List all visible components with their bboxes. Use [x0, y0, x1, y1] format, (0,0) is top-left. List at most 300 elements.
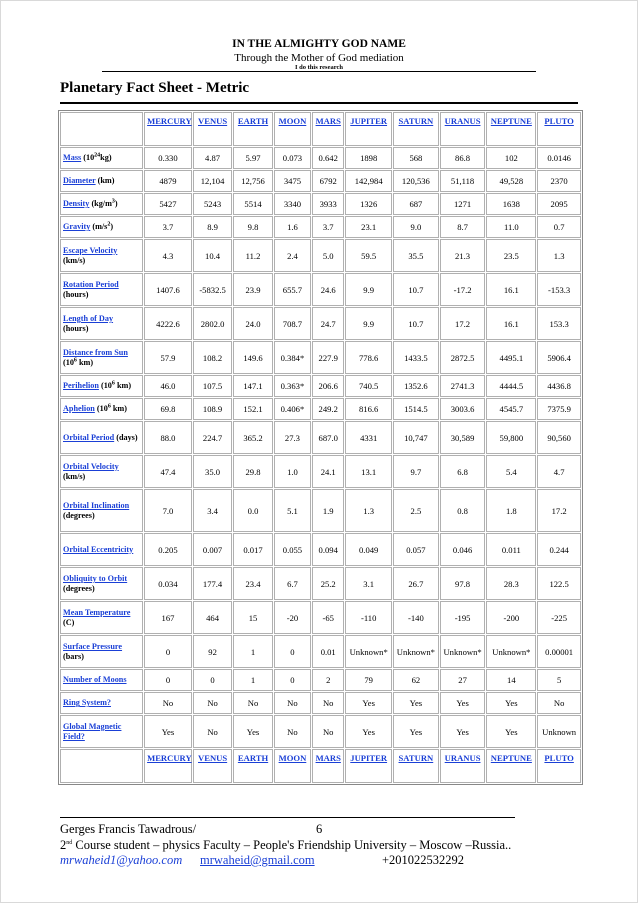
value-cell: 29.8	[233, 455, 272, 488]
planet-header-pluto[interactable]: PLUTO	[537, 112, 581, 146]
value-cell: 59.5	[345, 239, 392, 272]
value-cell: 23.1	[345, 216, 392, 238]
value-cell: -153.3	[537, 273, 581, 306]
footer-contacts	[60, 853, 465, 868]
value-cell: 3003.6	[440, 398, 486, 420]
value-cell: 24.0	[233, 307, 272, 340]
value-cell: 16.1	[486, 273, 536, 306]
value-cell: 92	[193, 635, 232, 668]
row-label-unit: ($10^6$ km)	[63, 356, 94, 367]
value-cell: 9.8	[233, 216, 272, 238]
value-cell: 28.3	[486, 567, 536, 600]
value-cell: 0.017	[233, 533, 272, 566]
value-cell: 0.01	[312, 635, 344, 668]
row-label-link[interactable]: Length of Day	[63, 313, 114, 323]
value-cell: 5514	[233, 193, 272, 215]
planet-header-moon[interactable]: MOON	[274, 749, 311, 783]
row-label	[60, 567, 143, 600]
value-cell: 1.6	[274, 216, 311, 238]
row-label-unit: ($10^6$ km)	[94, 403, 127, 414]
planet-header-mars[interactable]: MARS	[312, 112, 344, 146]
value-cell: 655.7	[274, 273, 311, 306]
table-row	[60, 193, 581, 215]
footer-rule	[60, 817, 515, 818]
header-corner-cell	[60, 112, 143, 146]
planet-header-mars[interactable]: MARS	[312, 749, 344, 783]
value-cell: 1514.5	[393, 398, 439, 420]
table-row	[60, 307, 581, 340]
value-cell: 0.007	[193, 533, 232, 566]
value-cell: 6.7	[274, 567, 311, 600]
footer-phone: +201022532292	[382, 853, 465, 867]
row-label	[60, 170, 143, 192]
page-number: 6	[316, 822, 323, 836]
value-cell: 23.5	[486, 239, 536, 272]
row-label	[60, 193, 143, 215]
row-label-link[interactable]: Orbital Inclination	[63, 500, 130, 510]
value-cell: Yes	[345, 692, 392, 714]
value-cell: 4444.5	[486, 375, 536, 397]
value-cell: 24.7	[312, 307, 344, 340]
value-cell: -65	[312, 601, 344, 634]
value-cell: 1.3	[345, 489, 392, 532]
value-cell: 4.3	[144, 239, 192, 272]
planet-header-row-bottom	[60, 749, 581, 783]
value-cell: 16.1	[486, 307, 536, 340]
value-cell: 108.2	[193, 341, 232, 374]
value-cell: 46.0	[144, 375, 192, 397]
value-cell: 3933	[312, 193, 344, 215]
value-cell: 4545.7	[486, 398, 536, 420]
value-cell: 0	[144, 669, 192, 691]
row-label-link[interactable]: Global Magnetic Field?	[63, 721, 122, 741]
value-cell: 0	[193, 669, 232, 691]
value-cell: 6.8	[440, 455, 486, 488]
value-cell: 5	[537, 669, 581, 691]
value-cell: Unknown*	[393, 635, 439, 668]
value-cell: 5.1	[274, 489, 311, 532]
value-cell: Yes	[345, 715, 392, 748]
row-label-link[interactable]: Ring System?	[63, 698, 111, 708]
planet-header-venus[interactable]: VENUS	[193, 749, 232, 783]
table-row	[60, 398, 581, 420]
value-cell: 47.4	[144, 455, 192, 488]
planet-header-uranus[interactable]: URANUS	[440, 749, 486, 783]
value-cell: 4331	[345, 421, 392, 454]
table-row	[60, 147, 581, 169]
value-cell: 0.330	[144, 147, 192, 169]
value-cell: 0	[274, 635, 311, 668]
value-cell: 464	[193, 601, 232, 634]
page-title: Planetary Fact Sheet - Metric	[60, 80, 250, 96]
value-cell: 1.3	[537, 239, 581, 272]
row-label-link[interactable]: Mean Temperature	[63, 607, 131, 617]
value-cell: 10,747	[393, 421, 439, 454]
value-cell: -5832.5	[193, 273, 232, 306]
row-label	[60, 341, 143, 374]
row-label-unit: (km)	[95, 176, 115, 186]
value-cell: No	[193, 692, 232, 714]
value-cell: Unknown*	[440, 635, 486, 668]
value-cell: 5427	[144, 193, 192, 215]
value-cell: 3.7	[144, 216, 192, 238]
value-cell: No	[312, 692, 344, 714]
value-cell: 0.384*	[274, 341, 311, 374]
value-cell: 568	[393, 147, 439, 169]
row-label	[60, 375, 143, 397]
row-label-link[interactable]: Diameter	[63, 176, 96, 186]
value-cell: 69.8	[144, 398, 192, 420]
value-cell: 11.2	[233, 239, 272, 272]
row-label-unit: $(m/s^2)$	[90, 221, 114, 232]
email-link-gmail[interactable]: mrwaheid@gmail.com	[200, 853, 315, 867]
value-cell: 24.6	[312, 273, 344, 306]
value-cell: -200	[486, 601, 536, 634]
value-cell: No	[537, 692, 581, 714]
value-cell: 4222.6	[144, 307, 192, 340]
header-corner-cell	[60, 749, 143, 783]
value-cell: 62	[393, 669, 439, 691]
value-cell: 3.4	[193, 489, 232, 532]
planet-header-venus[interactable]: VENUS	[193, 112, 232, 146]
title-rule	[60, 102, 578, 104]
value-cell: 2	[312, 669, 344, 691]
value-cell: 1.9	[312, 489, 344, 532]
value-cell: 687	[393, 193, 439, 215]
value-cell: 740.5	[345, 375, 392, 397]
table-row	[60, 692, 581, 714]
row-label-link[interactable]: Orbital Eccentricity	[63, 544, 134, 554]
value-cell: 0.642	[312, 147, 344, 169]
value-cell: 249.2	[312, 398, 344, 420]
value-cell: 708.7	[274, 307, 311, 340]
value-cell: Yes	[233, 715, 272, 748]
table-row	[60, 669, 581, 691]
header-rule	[102, 71, 536, 72]
value-cell: 51,118	[440, 170, 486, 192]
value-cell: 224.7	[193, 421, 232, 454]
row-label	[60, 533, 143, 566]
planet-header-pluto[interactable]: PLUTO	[537, 749, 581, 783]
row-label-link[interactable]: Density	[63, 199, 90, 209]
row-label-unit: (km/s)	[63, 471, 86, 481]
row-label	[60, 601, 143, 634]
value-cell: 3.1	[345, 567, 392, 600]
value-cell: 0.205	[144, 533, 192, 566]
value-cell: Yes	[393, 692, 439, 714]
row-label-unit: (km/s)	[63, 255, 86, 265]
value-cell: Yes	[486, 715, 536, 748]
row-label-unit: (days)	[114, 432, 138, 442]
row-label-link[interactable]: Surface Pressure	[63, 641, 123, 651]
value-cell: 122.5	[537, 567, 581, 600]
row-label-link[interactable]: Mass	[63, 153, 82, 163]
value-cell: Yes	[440, 692, 486, 714]
email-link-yahoo[interactable]: mrwaheid1@yahoo.com	[60, 853, 183, 867]
value-cell: 0.363*	[274, 375, 311, 397]
value-cell: 152.1	[233, 398, 272, 420]
row-label	[60, 273, 143, 306]
value-cell: 1326	[345, 193, 392, 215]
planet-header-mercury[interactable]: MERCURY	[144, 112, 192, 146]
row-label-link[interactable]: Rotation Period	[63, 279, 119, 289]
value-cell: 12,756	[233, 170, 272, 192]
value-cell: 4879	[144, 170, 192, 192]
value-cell: 4.7	[537, 455, 581, 488]
value-cell: 21.3	[440, 239, 486, 272]
value-cell: 2872.5	[440, 341, 486, 374]
value-cell: 2741.3	[440, 375, 486, 397]
value-cell: 0.094	[312, 533, 344, 566]
value-cell: No	[233, 692, 272, 714]
planet-header-moon[interactable]: MOON	[274, 112, 311, 146]
table-row	[60, 421, 581, 454]
value-cell: 2095	[537, 193, 581, 215]
value-cell: 7.0	[144, 489, 192, 532]
value-cell: 0.00001	[537, 635, 581, 668]
value-cell: 177.4	[193, 567, 232, 600]
table-row	[60, 455, 581, 488]
row-label	[60, 147, 143, 169]
value-cell: -110	[345, 601, 392, 634]
value-cell: 0.055	[274, 533, 311, 566]
value-cell: 0.244	[537, 533, 581, 566]
value-cell: 142,984	[345, 170, 392, 192]
value-cell: No	[144, 692, 192, 714]
footer-affiliation: 2nd Course student – physics Faculty – People's Friendship University – Moscow –Russia..	[60, 838, 512, 852]
value-cell: Unknown	[537, 715, 581, 748]
value-cell: 147.1	[233, 375, 272, 397]
value-cell: -195	[440, 601, 486, 634]
value-cell: 6792	[312, 170, 344, 192]
value-cell: 23.9	[233, 273, 272, 306]
value-cell: Unknown*	[486, 635, 536, 668]
value-cell: 26.7	[393, 567, 439, 600]
value-cell: 8.7	[440, 216, 486, 238]
value-cell: 365.2	[233, 421, 272, 454]
value-cell: 0.034	[144, 567, 192, 600]
value-cell: 0.011	[486, 533, 536, 566]
value-cell: 108.9	[193, 398, 232, 420]
row-label	[60, 216, 143, 238]
planet-header-neptune[interactable]: NEPTUNE	[486, 749, 536, 783]
value-cell: 1.0	[274, 455, 311, 488]
value-cell: 2370	[537, 170, 581, 192]
value-cell: Yes	[393, 715, 439, 748]
value-cell: 107.5	[193, 375, 232, 397]
row-label-unit: (hours)	[63, 323, 89, 333]
value-cell: 97.8	[440, 567, 486, 600]
value-cell: 57.9	[144, 341, 192, 374]
value-cell: 30,589	[440, 421, 486, 454]
value-cell: 149.6	[233, 341, 272, 374]
value-cell: 120,536	[393, 170, 439, 192]
value-cell: 1352.6	[393, 375, 439, 397]
table-row	[60, 715, 581, 748]
value-cell: Yes	[144, 715, 192, 748]
table-row	[60, 375, 581, 397]
value-cell: 0.7	[537, 216, 581, 238]
value-cell: 8.9	[193, 216, 232, 238]
value-cell: -225	[537, 601, 581, 634]
value-cell: 778.6	[345, 341, 392, 374]
value-cell: 3.7	[312, 216, 344, 238]
value-cell: 5.97	[233, 147, 272, 169]
value-cell: 9.9	[345, 307, 392, 340]
value-cell: 17.2	[537, 489, 581, 532]
value-cell: No	[274, 692, 311, 714]
table-row	[60, 533, 581, 566]
value-cell: 24.1	[312, 455, 344, 488]
value-cell: 102	[486, 147, 536, 169]
row-label-link[interactable]: Escape Velocity	[63, 245, 118, 255]
value-cell: 90,560	[537, 421, 581, 454]
row-label	[60, 421, 143, 454]
value-cell: 2802.0	[193, 307, 232, 340]
row-label-link[interactable]: Distance from Sun	[63, 347, 128, 357]
row-label-link[interactable]: Obliquity to Orbit	[63, 573, 128, 583]
planet-header-saturn[interactable]: SATURN	[393, 749, 439, 783]
value-cell: 15	[233, 601, 272, 634]
value-cell: 17.2	[440, 307, 486, 340]
planet-header-earth[interactable]: EARTH	[233, 112, 272, 146]
value-cell: Yes	[440, 715, 486, 748]
value-cell: 1	[233, 669, 272, 691]
value-cell: 2.4	[274, 239, 311, 272]
value-cell: 23.4	[233, 567, 272, 600]
value-cell: 7375.9	[537, 398, 581, 420]
row-label-link[interactable]: Aphelion	[63, 404, 95, 414]
planet-header-jupiter[interactable]: JUPITER	[345, 749, 392, 783]
value-cell: 153.3	[537, 307, 581, 340]
header-line-3: I do this research	[295, 64, 343, 71]
header-line-2: Through the Mother of God mediation	[234, 52, 404, 64]
value-cell: 2.5	[393, 489, 439, 532]
table-row	[60, 341, 581, 374]
value-cell: 13.1	[345, 455, 392, 488]
value-cell: 10.7	[393, 273, 439, 306]
value-cell: 35.5	[393, 239, 439, 272]
row-label-link[interactable]: Perihelion	[63, 381, 99, 391]
table-row	[60, 489, 581, 532]
planet-header-jupiter[interactable]: JUPITER	[345, 112, 392, 146]
row-label-link[interactable]: Gravity	[63, 222, 91, 232]
value-cell: 0	[144, 635, 192, 668]
value-cell: 0.046	[440, 533, 486, 566]
row-label-unit: $(10^{24}kg)$	[81, 152, 112, 163]
row-label	[60, 489, 143, 532]
planet-header-row-top	[60, 112, 581, 146]
planetary-fact-table	[58, 110, 583, 785]
value-cell: Yes	[486, 692, 536, 714]
value-cell: 27.3	[274, 421, 311, 454]
table-row	[60, 239, 581, 272]
row-label	[60, 455, 143, 488]
row-label-link[interactable]: Orbital Velocity	[63, 461, 119, 471]
value-cell: 167	[144, 601, 192, 634]
value-cell: No	[193, 715, 232, 748]
row-label-unit: (bars)	[63, 651, 84, 661]
value-cell: 10.4	[193, 239, 232, 272]
value-cell: 14	[486, 669, 536, 691]
planet-header-saturn[interactable]: SATURN	[393, 112, 439, 146]
footer-author: Gerges Francis Tawadrous/	[60, 822, 197, 836]
planet-header-mercury[interactable]: MERCURY	[144, 749, 192, 783]
value-cell: Unknown*	[345, 635, 392, 668]
value-cell: 0.0146	[537, 147, 581, 169]
value-cell: 9.0	[393, 216, 439, 238]
value-cell: 687.0	[312, 421, 344, 454]
value-cell: 227.9	[312, 341, 344, 374]
value-cell: 1271	[440, 193, 486, 215]
value-cell: 5906.4	[537, 341, 581, 374]
value-cell: 9.9	[345, 273, 392, 306]
table-row	[60, 273, 581, 306]
row-label-link[interactable]: Number of Moons	[63, 675, 127, 685]
value-cell: 206.6	[312, 375, 344, 397]
value-cell: 0.049	[345, 533, 392, 566]
value-cell: 1898	[345, 147, 392, 169]
value-cell: 4436.8	[537, 375, 581, 397]
value-cell: 79	[345, 669, 392, 691]
value-cell: 816.6	[345, 398, 392, 420]
value-cell: 12,104	[193, 170, 232, 192]
table-row	[60, 216, 581, 238]
value-cell: 5.4	[486, 455, 536, 488]
value-cell: 25.2	[312, 567, 344, 600]
row-label-unit: (degrees)	[63, 583, 95, 593]
row-label	[60, 307, 143, 340]
value-cell: 0	[274, 669, 311, 691]
value-cell: No	[312, 715, 344, 748]
row-label	[60, 692, 143, 714]
row-label-unit: $(kg/m^3)$	[89, 198, 118, 209]
value-cell: 4495.1	[486, 341, 536, 374]
value-cell: 10.7	[393, 307, 439, 340]
value-cell: 0.057	[393, 533, 439, 566]
value-cell: 9.7	[393, 455, 439, 488]
value-cell: 35.0	[193, 455, 232, 488]
value-cell: 1407.6	[144, 273, 192, 306]
value-cell: -140	[393, 601, 439, 634]
header-line-1: IN THE ALMIGHTY GOD NAME	[232, 38, 406, 50]
value-cell: 0.406*	[274, 398, 311, 420]
row-label	[60, 635, 143, 668]
row-label	[60, 715, 143, 748]
value-cell: -17.2	[440, 273, 486, 306]
value-cell: 0.8	[440, 489, 486, 532]
row-label-link[interactable]: Orbital Period	[63, 432, 115, 442]
value-cell: 4.87	[193, 147, 232, 169]
planet-header-neptune[interactable]: NEPTUNE	[486, 112, 536, 146]
row-label-unit: (C)	[63, 617, 75, 627]
row-label-unit: (hours)	[63, 289, 89, 299]
row-label	[60, 669, 143, 691]
table-row	[60, 567, 581, 600]
planet-header-earth[interactable]: EARTH	[233, 749, 272, 783]
value-cell: 86.8	[440, 147, 486, 169]
value-cell: 0.073	[274, 147, 311, 169]
table-row	[60, 601, 581, 634]
value-cell: 3475	[274, 170, 311, 192]
row-label	[60, 398, 143, 420]
table-row	[60, 170, 581, 192]
value-cell: -20	[274, 601, 311, 634]
value-cell: 5243	[193, 193, 232, 215]
value-cell: 11.0	[486, 216, 536, 238]
value-cell: 0.0	[233, 489, 272, 532]
planet-header-uranus[interactable]: URANUS	[440, 112, 486, 146]
